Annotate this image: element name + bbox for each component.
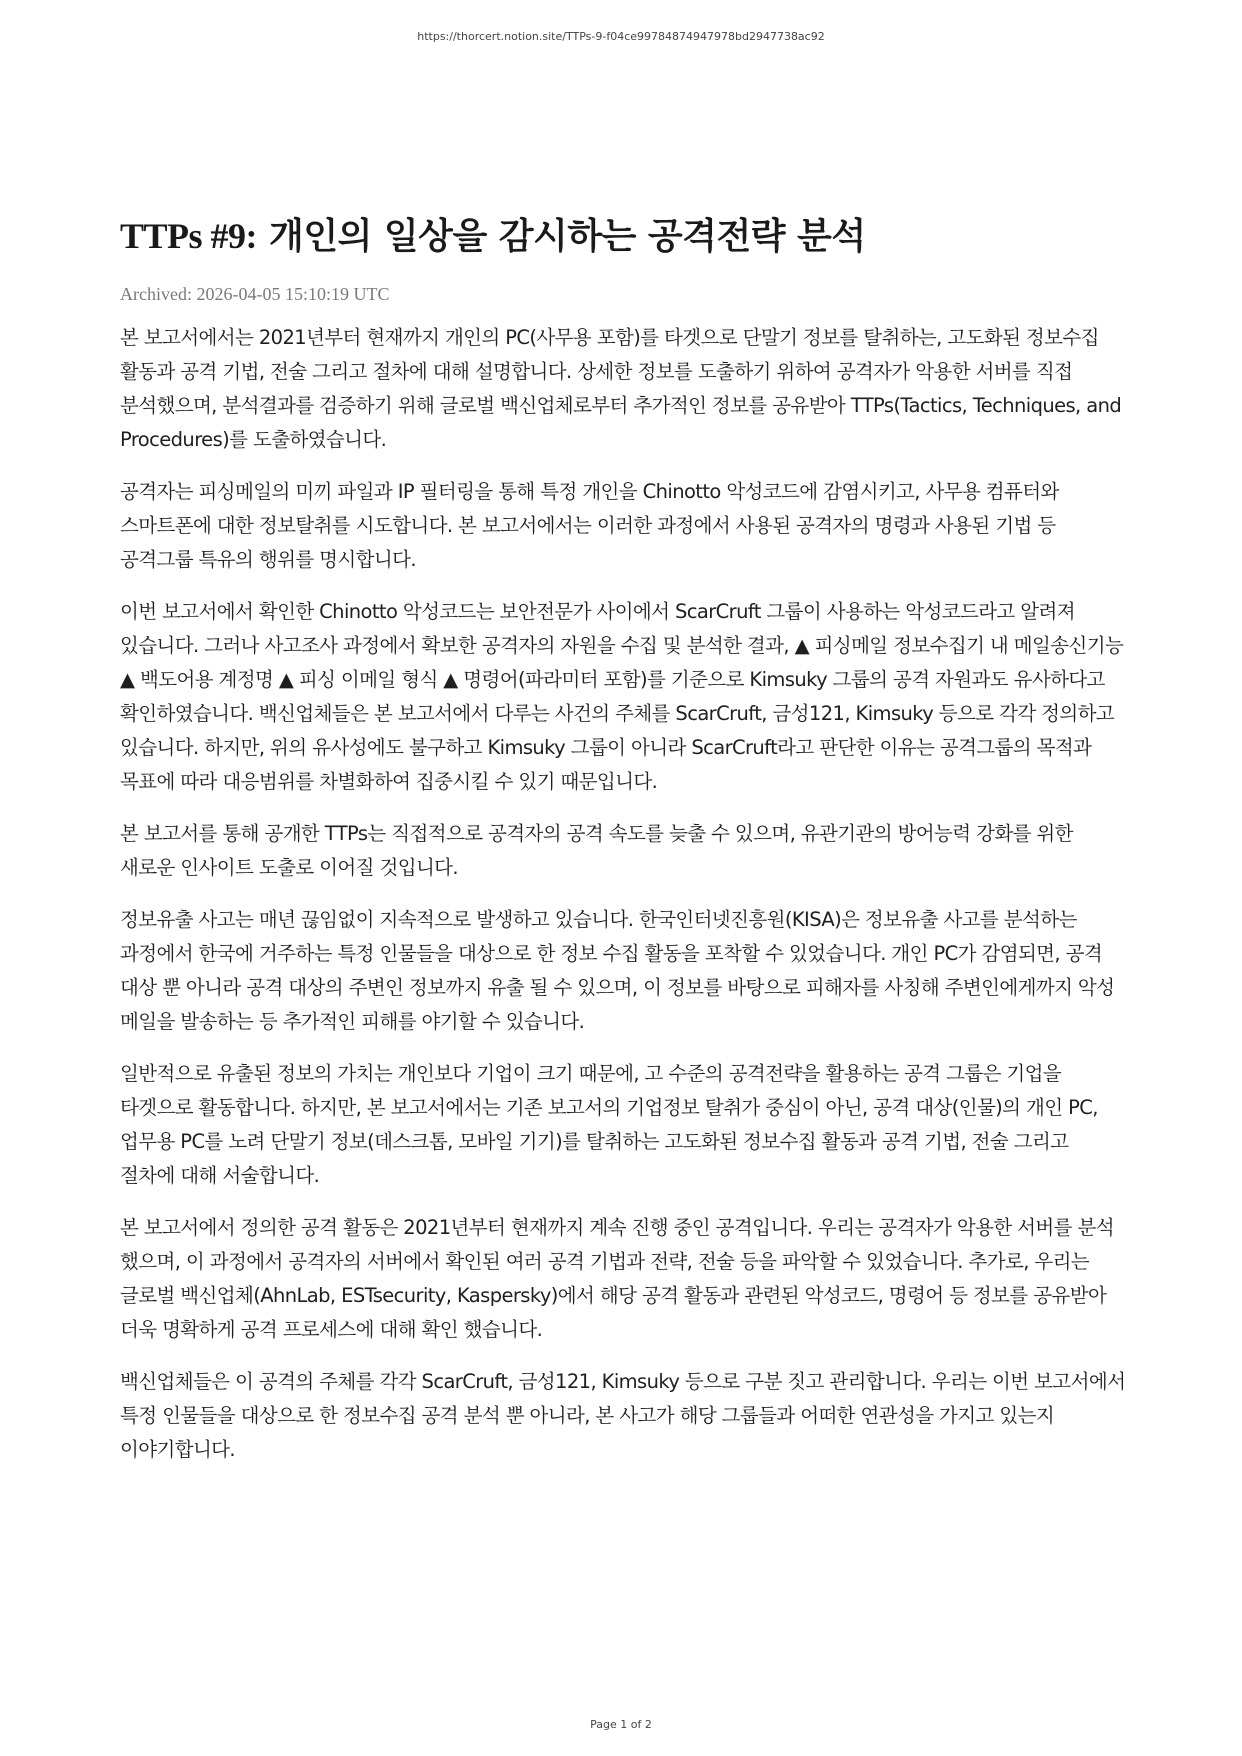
paragraph-4: 본 보고서를 통해 공개한 TTPs는 직접적으로 공격자의 공격 속도를 늦출 수 있으며, 유관기관의 방어능력 강화를 위한 새로운 인사이트 도출로 이어질 것입니다. <box>120 822 1073 879</box>
title-text: 개인의 일상을 감시하는 공격전략 분석 <box>257 216 866 257</box>
page-title <box>120 214 1128 259</box>
paragraph-8: 백신업체들은 이 공격의 주체를 각각 ScarCruft, 금성121, Kimsuky 등으로 구분 짓고 관리합니다. 우리는 이번 보고서에서 특정 인물들을 대상으로 한 정보수집 공격 분석 뿐 아니라, 본 사고가 해당 그룹들과 어떠한 연관성을 가지고 있는지 이야기합니다. <box>120 1370 1126 1461</box>
paragraph-2: 공격자는 피싱메일의 미끼 파일과 IP 필터링을 통해 특정 개인을 Chinotto 악성코드에 감염시키고, 사무용 컴퓨터와 스마트폰에 대한 정보탈취를 시도합니다. 본 보고서에서는 이러한 과정에서 사용된 공격자의 명령과 사용된 기법 등 공격그룹 특유의 행위를 명시합니다. <box>120 480 1059 571</box>
paragraph-1: 본 보고서에서는 2021년부터 현재까지 개인의 PC(사무용 포함)를 타겟으로 단말기 정보를 탈취하는, 고도화된 정보수집 활동과 공격 기법, 전술 그리고 절차에 대해 설명합니다. 상세한 정보를 도출하기 위하여 공격자가 악용한 서버를 직접 분석했으며, 분석결과를 검증하기 위해 글로벌 백신업체로부터 추가적인 정보를 공유받아 TTPs(Tactics, Techniques, and Procedures)를 도출하였습니다. <box>120 326 1122 451</box>
page-number-footer: Page 1 of 2 <box>590 1718 652 1731</box>
paragraph-5: 정보유출 사고는 매년 끊임없이 지속적으로 발생하고 있습니다. 한국인터넷진흥원(KISA)은 정보유출 사고를 분석하는 과정에서 한국에 거주하는 특정 인물들을 대상으로 한 정보 수집 활동을 포착할 수 있었습니다. 개인 PC가 감염되면, 공격 대상 뿐 아니라 공격 대상의 주변인 정보까지 유출 될 수 있으며, 이 정보를 바탕으로 피해자를 사칭해 주변인에게까지 악성 메일을 발송하는 등 추가적인 피해를 야기할 수 있습니다. <box>120 908 1115 1033</box>
paragraph-7: 본 보고서에서 정의한 공격 활동은 2021년부터 현재까지 계속 진행 중인 공격입니다. 우리는 공격자가 악용한 서버를 분석 했으며, 이 과정에서 공격자의 서버에서 확인된 여러 공격 기법과 전략, 전술 등을 파악할 수 있었습니다. 추가로, 우리는 글로벌 백신업체(AhnLab, ESTsecurity, Kaspersky)에서 해당 공격 활동과 관련된 악성코드, 명령어 등 정보를 공유받아 더욱 명확하게 공격 프로세스에 대해 확인 했습니다. <box>120 1216 1114 1341</box>
title-prefix: TTPs #9: <box>120 216 258 256</box>
page-url-header: https://thorcert.notion.site/TTPs-9-f04ce99784874947978bd2947738ac92 <box>417 30 825 43</box>
article <box>120 214 1128 1485</box>
archived-timestamp: Archived: 2026-04-05 15:10:19 UTC <box>120 284 390 304</box>
paragraph-3: 이번 보고서에서 확인한 Chinotto 악성코드는 보안전문가 사이에서 ScarCruft 그룹이 사용하는 악성코드라고 알려져 있습니다. 그러나 사고조사 과정에서 확보한 공격자의 자원을 수집 및 분석한 결과, ▲ 피싱메일 정보수집기 내 메일송신기능 ▲ 백도어용 계정명 ▲ 피싱 이메일 형식 ▲ 명령어(파라미터 포함)를 기준으로 Kimsuky 그룹의 공격 자원과도 유사하다고 확인하였습니다. 백신업체들은 본 보고서에서 다루는 사건의 주체를 ScarCruft, 금성121, Kimsuky 등으로 각각 정의하고 있습니다. 하지만, 위의 유사성에도 불구하고 Kimsuky 그룹이 아니라 ScarCruft라고 판단한 이유는 공격그룹의 목적과 목표에 따라 대응범위를 차별화하여 집중시킬 수 있기 때문입니다. <box>120 600 1124 793</box>
article-body <box>120 321 1128 1467</box>
paragraph-6: 일반적으로 유출된 정보의 가치는 개인보다 기업이 크기 때문에, 고 수준의 공격전략을 활용하는 공격 그룹은 기업을 타겟으로 활동합니다. 하지만, 본 보고서에서는 기존 보고서의 기업정보 탈취가 중심이 아닌, 공격 대상(인물)의 개인 PC, 업무용 PC를 노려 단말기 정보(데스크톱, 모바일 기기)를 탈취하는 고도화된 정보수집 활동과 공격 기법, 전술 그리고 절차에 대해 서술합니다. <box>120 1062 1098 1187</box>
